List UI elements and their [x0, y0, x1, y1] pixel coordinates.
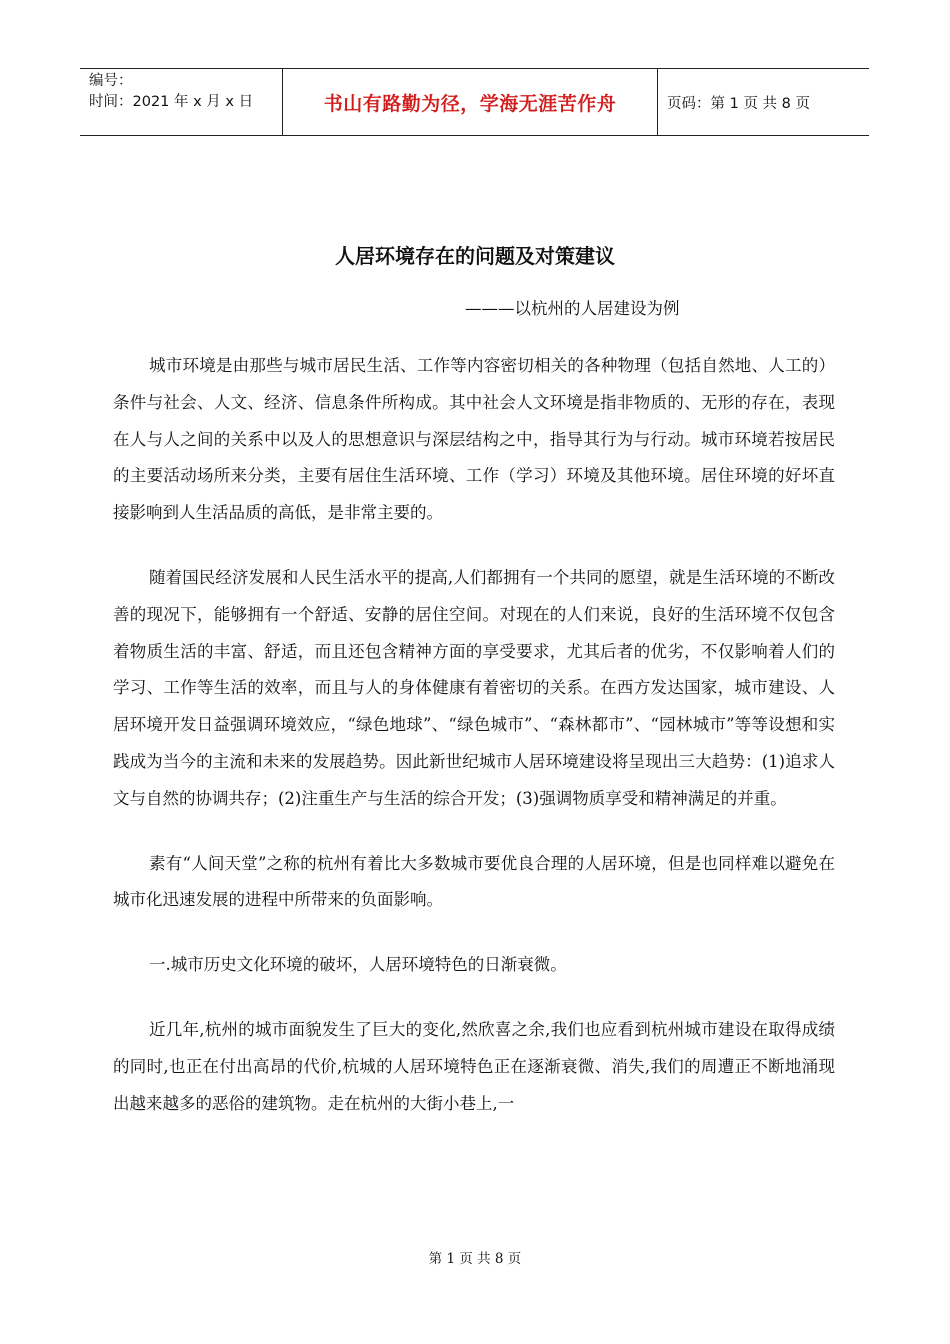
page-header [80, 68, 869, 136]
header-page-info: 页码：第 1 页 共 8 页 [667, 95, 810, 112]
header-motto: 书山有路勤为径，学海无涯苦作舟 [323, 92, 617, 115]
header-meta [80, 69, 282, 135]
document-date-label: 时间：2021 年 x 月 x 日 [89, 94, 254, 110]
section-heading: 一.城市历史文化环境的破坏，人居环境特色的日渐衰微。 [149, 955, 567, 975]
document-subtitle: ———以杭州的人居建设为例 [465, 299, 680, 318]
header-motto-cell [282, 69, 658, 135]
document-body [113, 348, 835, 1150]
document-number-label: 编号： [89, 73, 133, 89]
document-title: 人居环境存在的问题及对策建议 [335, 244, 615, 268]
body-paragraph: 近几年,杭州的城市面貌发生了巨大的变化,然欣喜之余,我们也应看到杭州城市建设在取得成绩的同时,也正在付出高昂的代价,杭城的人居环境特色正在逐渐衰微、消失,我们的周遭正不断地涌现出越来越多的恶俗的建筑物。走在杭州的大街小巷上,一 [113, 1019, 835, 1113]
page-footer: 第 1 页 共 8 页 [428, 1251, 522, 1267]
body-paragraph: 城市环境是由那些与城市居民生活、工作等内容密切相关的各种物理（包括自然地、人工的）条件与社会、人文、经济、信息条件所构成。其中社会人文环境是指非物质的、无形的存在，表现在人与人之间的关系中以及人的思想意识与深层结构之中，指导其行为与行动。城市环境若按居民的主要活动场所来分类，主要有居住生活环境、工作（学习）环境及其他环境。居住环境的好坏直接影响到人生活品质的高低，是非常主要的。 [113, 356, 835, 523]
body-paragraph: 随着国民经济发展和人民生活水平的提高,人们都拥有一个共同的愿望，就是生活环境的不断改善的现况下，能够拥有一个舒适、安静的居住空间。对现在的人们来说，良好的生活环境不仅包含着物质生活的丰富、舒适，而且还包含精神方面的享受要求，尤其后者的优劣，不仅影响着人们的学习、工作等生活的效率，而且与人的身体健康有着密切的关系。在西方发达国家，城市建设、人居环境开发日益强调环境效应，“绿色地球”、“绿色城市”、“森林都市”、“园林城市”等等设想和实践成为当今的主流和未来的发展趋势。因此新世纪城市人居环境建设将呈现出三大趋势：(1)追求人文与自然的协调共存；(2)注重生产与生活的综合开发；(3)强调物质享受和精神满足的并重。 [113, 567, 835, 808]
body-paragraph: 素有“人间天堂”之称的杭州有着比大多数城市要优良合理的人居环境，但是也同样难以避免在城市化迅速发展的进程中所带来的负面影响。 [113, 853, 835, 910]
